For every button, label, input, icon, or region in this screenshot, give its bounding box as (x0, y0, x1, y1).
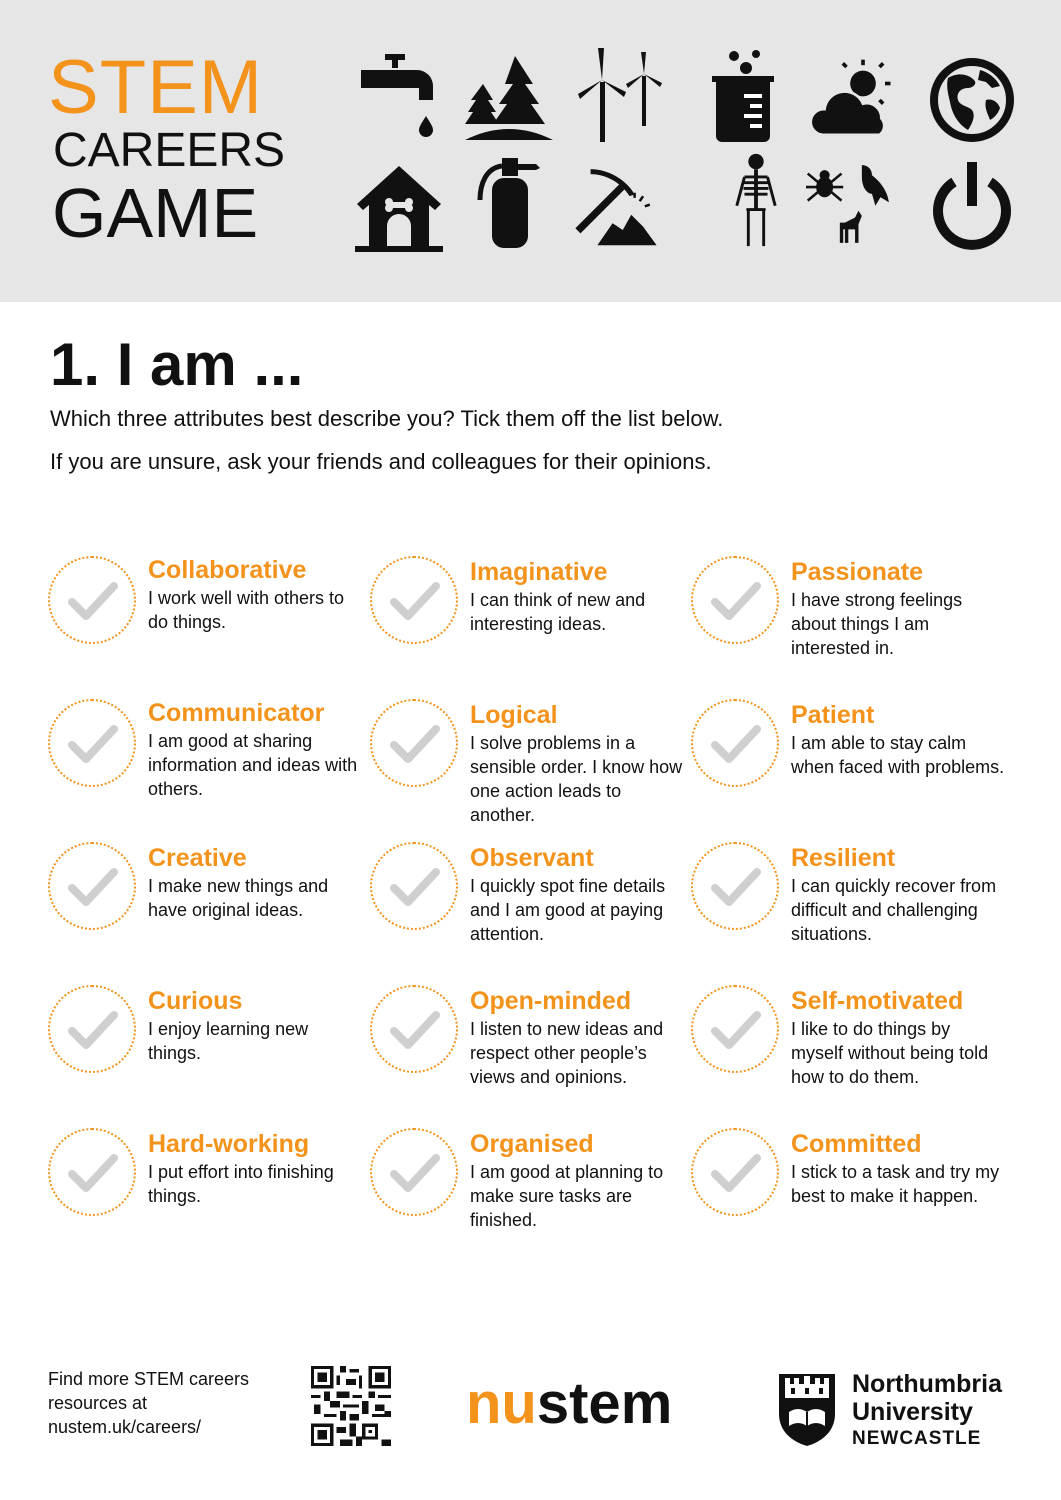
attribute-title: Observant (470, 844, 594, 872)
university-crest-icon (777, 1372, 837, 1448)
attribute-description: I solve problems in a sensible order. I know how one action leads to another. (470, 733, 683, 825)
attribute-item (370, 985, 690, 1115)
attribute-item (48, 699, 368, 829)
resources-text: Find more STEM careers resources at nustem.uk/careers/ (48, 1369, 250, 1437)
checkbox[interactable] (370, 842, 458, 930)
attribute-item (370, 699, 690, 829)
checkmark-icon (68, 578, 118, 624)
header-banner (0, 0, 1061, 302)
attribute-item (691, 842, 1011, 972)
attribute-title: Resilient (791, 844, 896, 872)
checkmark-icon (68, 1150, 118, 1196)
checkbox[interactable] (691, 842, 779, 930)
checkbox[interactable] (691, 1128, 779, 1216)
fire-extinguisher-icon (472, 154, 560, 250)
wind-turbine-icon (578, 46, 666, 142)
intro-line-1: Which three attributes best describe you? Tick them off the list below. (50, 406, 724, 431)
nustem-logo (466, 1372, 672, 1436)
pickaxe-icon (572, 160, 660, 256)
attribute-description: I can quickly recover from difficult and challenging situations. (791, 876, 997, 944)
attribute-description: I am good at sharing information and ideas with others. (148, 731, 358, 799)
attribute-item (370, 842, 690, 972)
attribute-title: Passionate (791, 558, 924, 586)
weather-icon (808, 52, 896, 148)
attribute-description: I work well with others to do things. (148, 588, 345, 632)
attribute-title: Committed (791, 1130, 922, 1158)
university-name (852, 1370, 1002, 1452)
university-line-1: Northumbria (852, 1370, 1002, 1398)
checkbox[interactable] (48, 556, 136, 644)
checkbox[interactable] (48, 699, 136, 787)
intro-line-2: If you are unsure, ask your friends and colleagues for their opinions. (50, 449, 712, 474)
checkbox[interactable] (370, 1128, 458, 1216)
attribute-title: Logical (470, 701, 558, 729)
attribute-item (370, 1128, 690, 1258)
attribute-title: Patient (791, 701, 875, 729)
attribute-item (370, 556, 690, 686)
checkbox[interactable] (691, 699, 779, 787)
checkmark-icon (390, 1150, 440, 1196)
kennel-icon (355, 160, 443, 256)
attribute-description: I quickly spot fine details and I am good at paying attention. (470, 876, 666, 944)
attribute-item (691, 556, 1011, 686)
attribute-item (48, 842, 368, 972)
page-title: 1. I am ... (50, 331, 304, 398)
checkbox[interactable] (370, 985, 458, 1073)
attribute-title: Collaborative (148, 556, 307, 584)
attribute-description: I make new things and have original ideas. (148, 876, 329, 920)
attribute-description: I am good at planning to make sure tasks are finished. (470, 1162, 664, 1230)
checkmark-icon (711, 864, 761, 910)
beaker-icon (708, 48, 796, 144)
checkbox[interactable] (48, 985, 136, 1073)
checkbox[interactable] (48, 842, 136, 930)
checkmark-icon (68, 1007, 118, 1053)
attribute-description: I have strong feelings about things I am interested in. (791, 590, 963, 658)
checkbox[interactable] (48, 1128, 136, 1216)
attribute-title: Creative (148, 844, 247, 872)
checkmark-icon (711, 721, 761, 767)
trees-icon (465, 50, 553, 146)
checkbox[interactable] (691, 985, 779, 1073)
qr-code[interactable] (311, 1366, 391, 1446)
skeleton-icon (712, 152, 800, 248)
checkbox[interactable] (370, 556, 458, 644)
attribute-description: I can think of new and interesting ideas. (470, 590, 646, 634)
checkmark-icon (390, 864, 440, 910)
university-line-3: NEWCASTLE (852, 1428, 982, 1449)
checkbox[interactable] (691, 556, 779, 644)
attribute-title: Self-motivated (791, 987, 964, 1015)
attribute-description: I am able to stay calm when faced with problems. (791, 733, 1005, 777)
attribute-description: I put effort into finishing things. (148, 1162, 334, 1206)
attribute-description: I stick to a task and try my best to make it happen. (791, 1162, 1000, 1206)
attribute-title: Imaginative (470, 558, 608, 586)
checkmark-icon (711, 1007, 761, 1053)
checkmark-icon (711, 578, 761, 624)
checkmark-icon (711, 1150, 761, 1196)
checkmark-icon (390, 578, 440, 624)
checkmark-icon (390, 1007, 440, 1053)
attribute-item (691, 1128, 1011, 1258)
tap-icon (355, 50, 443, 146)
attribute-title: Curious (148, 987, 243, 1015)
university-line-2: University (852, 1398, 973, 1426)
attribute-title: Open-minded (470, 987, 632, 1015)
nustem-nu: nu (466, 1371, 537, 1436)
checkbox[interactable] (370, 699, 458, 787)
power-icon (928, 158, 1016, 254)
attribute-title: Hard-working (148, 1130, 310, 1158)
logo-careers: CAREERS (53, 124, 286, 177)
attribute-item (691, 699, 1011, 829)
logo-game: GAME (52, 174, 259, 252)
attribute-item (48, 556, 368, 686)
checkmark-icon (390, 721, 440, 767)
globe-icon (928, 52, 1016, 148)
attribute-description: I like to do things by myself without being told how to do them. (791, 1019, 989, 1087)
nustem-stem: stem (536, 1371, 673, 1436)
checkmark-icon (68, 721, 118, 767)
attribute-description: I enjoy learning new things. (148, 1019, 309, 1063)
attribute-item (691, 985, 1011, 1115)
checkmark-icon (68, 864, 118, 910)
attribute-item (48, 985, 368, 1115)
attribute-title: Organised (470, 1130, 594, 1158)
attribute-item (48, 1128, 368, 1258)
animals-icon (806, 156, 894, 252)
attribute-description: I listen to new ideas and respect other people’s views and opinions. (470, 1019, 664, 1087)
logo-stem: STEM (48, 45, 264, 130)
attribute-title: Communicator (148, 699, 325, 727)
